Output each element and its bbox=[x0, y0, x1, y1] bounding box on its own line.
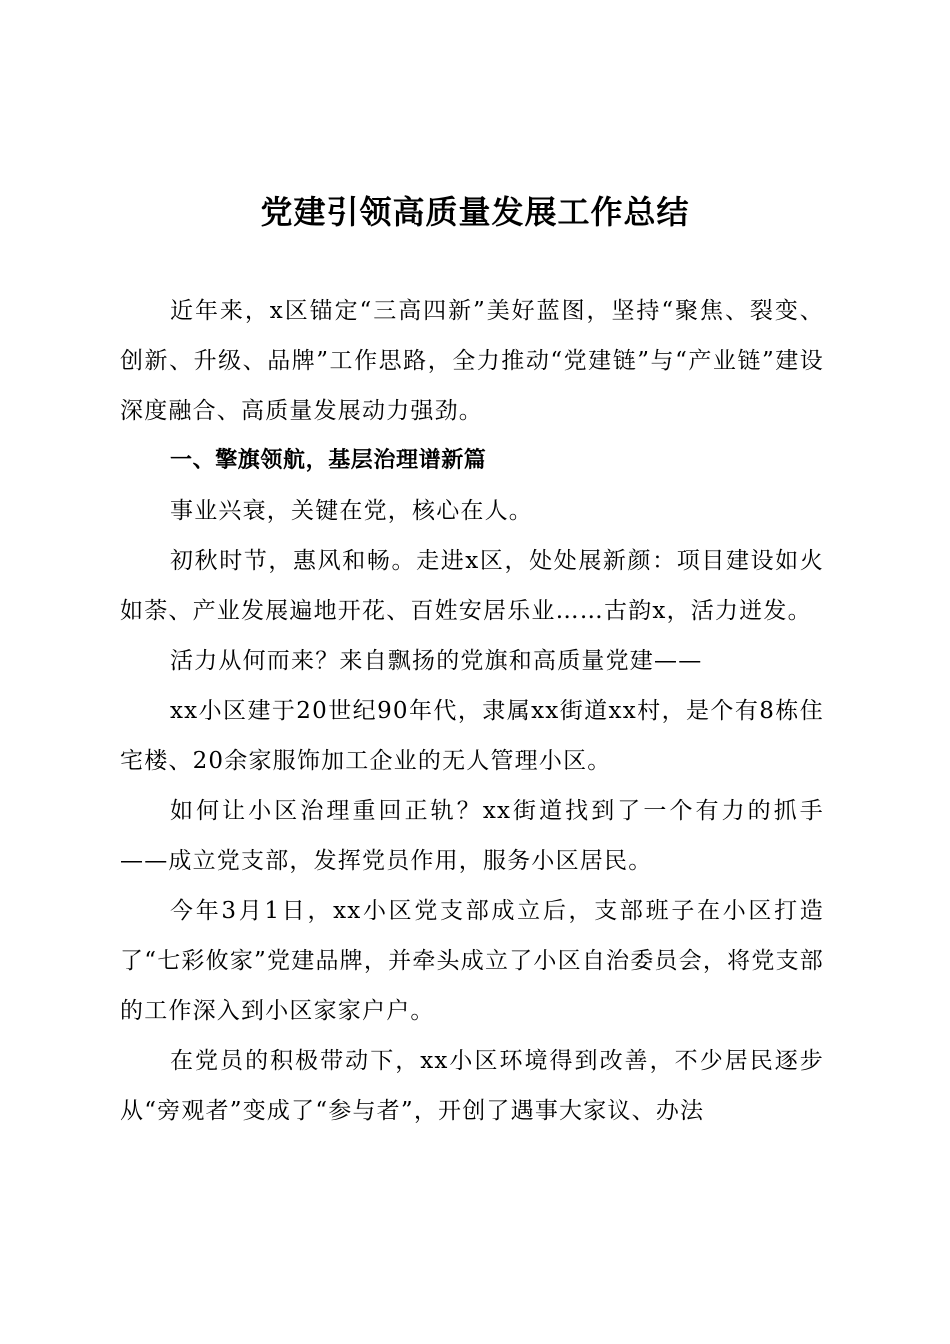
section-heading: 一、擎旗领航，基层治理谱新篇 bbox=[170, 448, 487, 473]
body-paragraph: 如何让小区治理重回正轨？xx街道找到了一个有力的抓手——成立党支部，发挥党员作用，服务小区居民。 bbox=[120, 798, 824, 874]
body-paragraph: 今年3月1日，xx小区党支部成立后，支部班子在小区打造了“七彩攸家”党建品牌，并牵头成立了小区自治委员会，将党支部的工作深入到小区家家户户。 bbox=[120, 898, 824, 1024]
body-paragraph: 在党员的积极带动下，xx小区环境得到改善，不少居民逐步从“旁观者”变成了“参与者”，开创了遇事大家议、办法 bbox=[120, 1048, 824, 1124]
body-paragraph: 初秋时节，惠风和畅。走进x区，处处展新颜：项目建设如火如荼、产业发展遍地开花、百姓安居乐业……古韵x，活力迸发。 bbox=[120, 548, 824, 624]
intro-paragraph: 近年来，x区锚定“三高四新”美好蓝图，坚持“聚焦、裂变、创新、升级、品牌”工作思路，全力推动“党建链”与“产业链”建设深度融合、高质量发展动力强劲。 bbox=[120, 298, 824, 424]
body-paragraph: 活力从何而来？来自飘扬的党旗和高质量党建—— bbox=[170, 648, 703, 674]
document-title: 党建引领高质量发展工作总结 bbox=[260, 193, 690, 231]
body-paragraph: 事业兴衰，关键在党，核心在人。 bbox=[170, 498, 533, 524]
document-body bbox=[120, 286, 824, 1136]
body-paragraph: xx小区建于20世纪90年代，隶属xx街道xx村，是个有8栋住宅楼、20余家服饰加工企业的无人管理小区。 bbox=[120, 698, 824, 774]
